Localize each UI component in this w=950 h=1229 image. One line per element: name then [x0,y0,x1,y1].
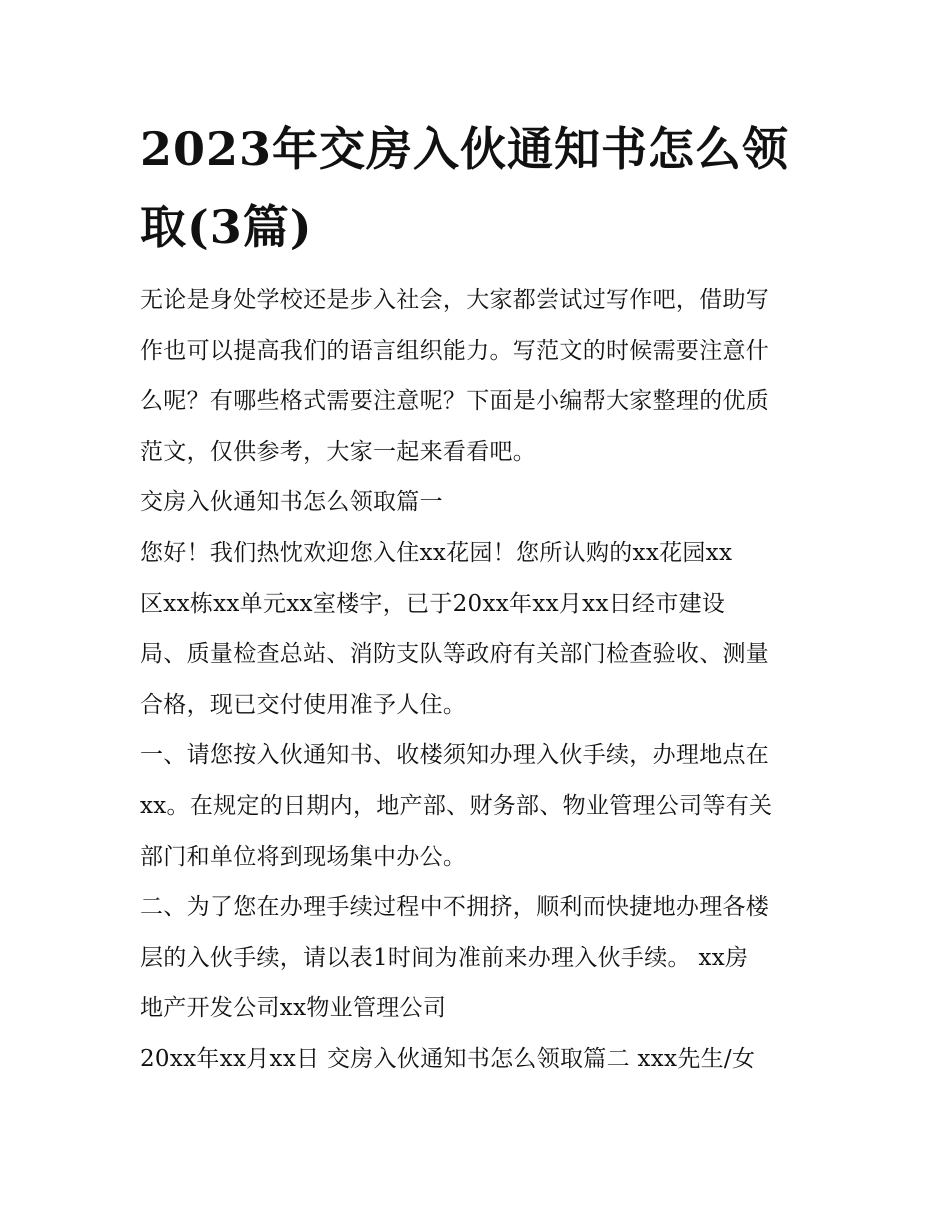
item-two-paragraph: 二、为了您在办理手续过程中不拥挤，顺利而快捷地办理各楼 层的入伙手续，请以表1时间为准前来办理入伙手续。 xx房 地产开发公司xx物业管理公司 [140,894,770,1022]
welcome-paragraph: 您好！我们热忱欢迎您入住xx花园！您所认购的xx花园xx 区xx栋xx单元xx室楼宇，已于20xx年xx月xx日经市建设 局、质量检查总站、消防支队等政府有关部门检查验收、测量 合格，现已交付使用准予人住。 [140,539,770,718]
section-heading-one: 交房入伙通知书怎么领取篇一 [140,489,443,516]
document-body [140,275,812,1085]
intro-paragraph: 无论是身处学校还是步入社会，大家都尝试过写作吧，借助写 作也可以提高我们的语言组织能力。写范文的时候需要注意什 么呢？有哪些格式需要注意呢？下面是小编帮大家整理的优质 范文，仅供参考，大家一起来看看吧。 [140,287,770,465]
document-title: 2023年交房入伙通知书怎么领 取(3篇) [140,122,790,254]
date-line-paragraph: 20xx年xx月xx日 交房入伙通知书怎么领取篇二 xxx先生/女 [140,1045,756,1072]
item-one-paragraph: 一、请您按入伙通知书、收楼须知办理入伙手续，办理地点在 xx。在规定的日期内，地产部、财务部、物业管理公司等有关 部门和单位将到现场集中办公。 [140,742,773,870]
